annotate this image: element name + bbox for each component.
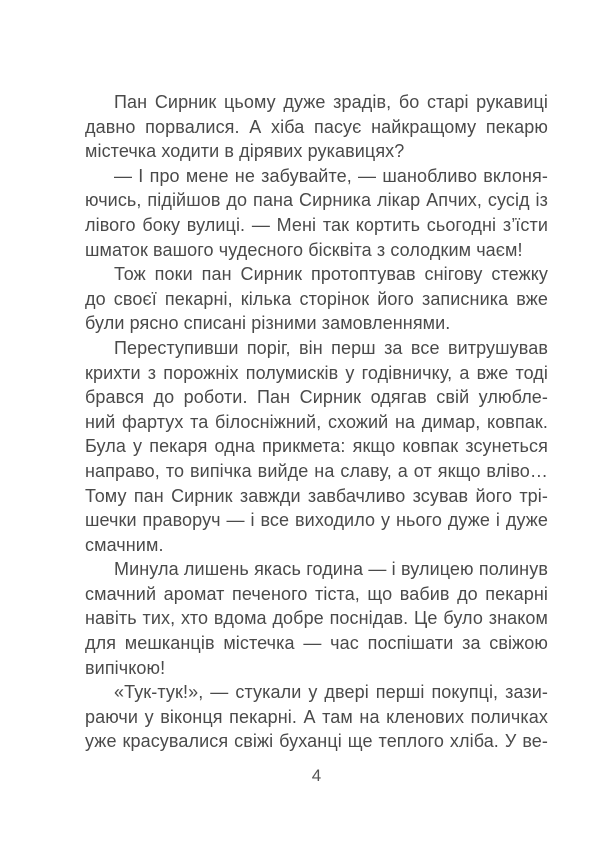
text-line: Минула лишень якась година — і вулицею полинув <box>114 559 548 580</box>
text-line: містечка ходити в дірявих рукавицях? <box>85 141 405 162</box>
text-line: шечки праворуч — і все виходило у нього дуже і дуже <box>85 510 548 531</box>
text-line: раючи у віконця пекарні. А там на кленових поличках <box>85 706 548 727</box>
text-line: ючись, підійшов до пана Сирника лікар Апчих, сусід із <box>85 190 548 211</box>
text-line: випічкою! <box>85 657 166 678</box>
text-line: лівого боку вулиці. — Мені так кортить сьогодні з’їсти <box>85 214 548 235</box>
page-number: 4 <box>311 766 322 785</box>
text-line: уже красувалися свіжі буханці ще теплого хліба. У ве- <box>85 731 548 752</box>
text-line: Тож поки пан Сирник протоптував снігову стежку <box>114 264 548 285</box>
text-line: брався до роботи. Пан Сирник одягав свій улюбле- <box>85 387 548 408</box>
text-line: шматок вашого чудесного бісквіта з солодким чаєм! <box>85 239 523 260</box>
text-line: Пан Сирник цьому дуже зрадів, бо старі рукавиці <box>114 92 548 112</box>
text-block <box>85 90 548 754</box>
text-line: навіть тих, хто вдома добре поснідав. Це було знаком <box>85 608 548 629</box>
text-line: крихти з порожніх полумисків у годівничку, а вже тоді <box>85 362 548 383</box>
text-line: ний фартух та білосніжний, схожий на димар, ковпак. <box>85 411 548 432</box>
text-line: Переступивши поріг, він перш за все витрушував <box>114 337 548 358</box>
text-line: Тому пан Сирник завжди завбачливо зсував його трі- <box>85 485 548 506</box>
text-line: давно порвалися. А хіба пасує найкращому пекарю <box>85 116 548 137</box>
text-line: Була у пекаря одна прикмета: якщо ковпак зсунеться <box>85 436 548 457</box>
text-line: були рясно списані різними замовленнями. <box>85 313 451 334</box>
text-line: для мешканців містечка — час поспішати за свіжою <box>85 633 548 654</box>
text-line: «Тук-тук!», — стукали у двері перші покупці, зази- <box>114 682 548 703</box>
text-line: — І про мене не забувайте, — шанобливо вклоня- <box>114 165 548 186</box>
text-line: направо, то випічка вийде на славу, а от якщо вліво… <box>85 460 548 481</box>
text-line: смачним. <box>85 534 164 555</box>
text-line: до своєї пекарні, кілька сторінок його записника вже <box>85 288 548 309</box>
text-line: смачний аромат печеного тіста, що вабив до пекарні <box>85 583 548 604</box>
